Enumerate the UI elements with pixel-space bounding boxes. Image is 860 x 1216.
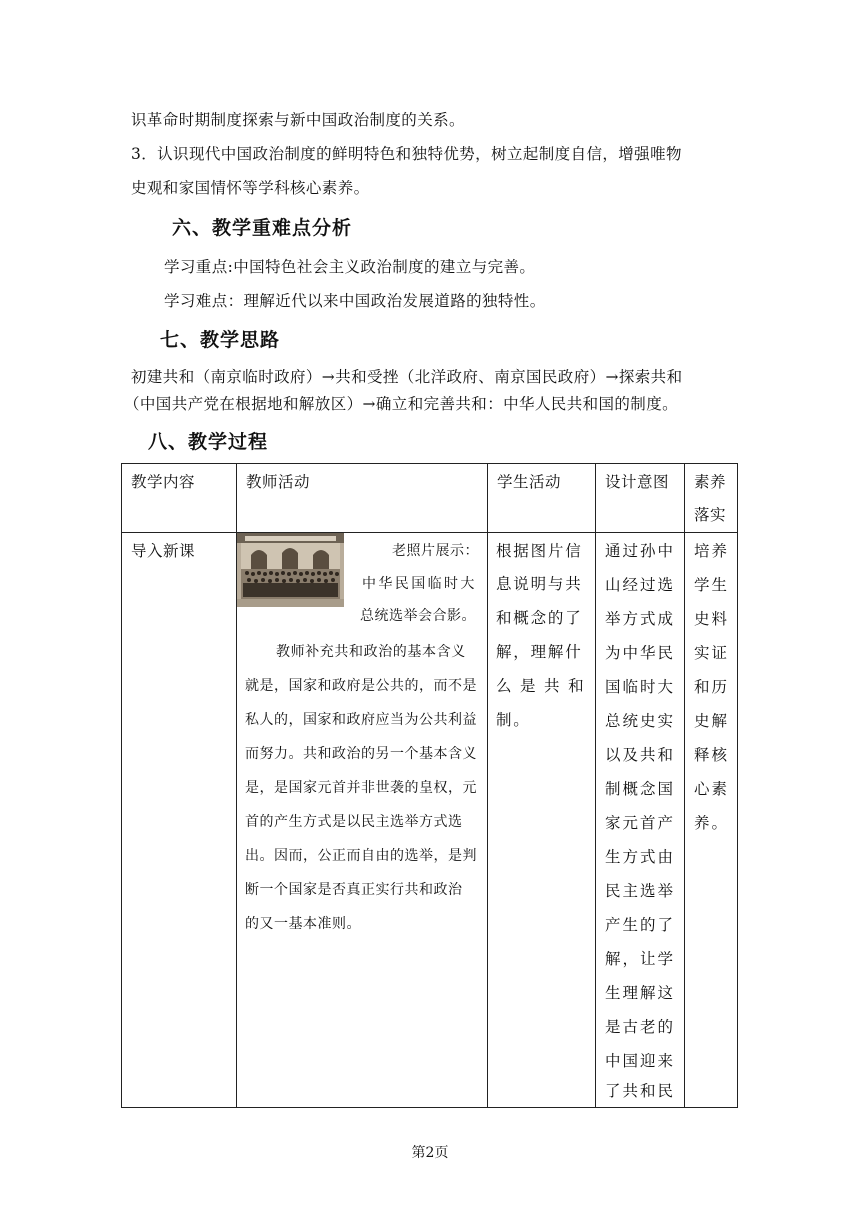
design-text-line: 解，让学 <box>605 950 676 968</box>
teacher-text-line: 私人的，国家和政府应当为公共利益 <box>245 712 477 728</box>
header-teacher: 教师活动 <box>246 473 311 491</box>
section-7-heading: 七、教学思路 <box>160 329 281 351</box>
header-content: 教学内容 <box>131 473 196 491</box>
teacher-text-line: 断一个国家是否真正实行共和政治 <box>245 882 463 898</box>
literacy-text-line: 学生 <box>694 576 730 594</box>
literacy-text-line: 实证 <box>694 644 730 662</box>
design-text-line: 家元首产 <box>605 814 676 832</box>
teacher-text-line: 出。因而，公正而自由的选举，是判 <box>245 848 477 864</box>
teacher-text-line: 是，是国家元首并非世袭的皇权，元 <box>245 780 477 796</box>
design-text-line: 民主选举 <box>605 882 676 900</box>
teacher-text-line: 就是，国家和政府是公共的，而不是 <box>245 678 477 694</box>
approach-line-1: 初建共和（南京临时政府）→共和受挫（北洋政府、南京国民政府）→探索共和 <box>131 368 683 386</box>
student-text-line: 和概念的了 <box>496 609 583 627</box>
photo-caption-line: 中华民国临时大 <box>362 576 477 592</box>
teacher-text-line: 首的产生方式是以民主选举方式选 <box>245 814 463 830</box>
difficult-point: 学习难点：理解近代以来中国政治发展道路的独特性。 <box>164 292 546 310</box>
teaching-process-table <box>121 463 738 1108</box>
teacher-text-line: 的又一基本准则。 <box>245 916 361 932</box>
design-text-line: 产生的了 <box>605 916 676 934</box>
header-literacy-2: 落实 <box>694 506 727 524</box>
key-point: 学习重点:中国特色社会主义政治制度的建立与完善。 <box>164 258 536 276</box>
student-text-line: 制。 <box>496 711 531 729</box>
design-text-line: 通过孙中 <box>605 542 676 560</box>
literacy-text-line: 史料 <box>694 610 730 628</box>
literacy-text-line: 史解 <box>694 712 730 730</box>
design-text-line: 中国迎来 <box>605 1052 676 1070</box>
design-text-line: 举方式成 <box>605 610 676 628</box>
design-text-line: 生理解这 <box>605 984 676 1002</box>
photo-caption-line: 老照片展示： <box>392 543 479 559</box>
student-text-line: 解，理解什 <box>496 643 583 661</box>
literacy-text-line: 心素 <box>694 780 730 798</box>
design-text-line: 总统史实 <box>605 712 676 730</box>
student-text-line: 根据图片信 <box>496 542 583 560</box>
page-number: 第2页 <box>411 1145 449 1161</box>
section-8-heading: 八、教学过程 <box>148 431 269 453</box>
intro-line-3: 史观和家国情怀等学科核心素养。 <box>131 179 370 197</box>
design-text-line: 以及共和 <box>605 746 676 764</box>
literacy-text-line: 养。 <box>694 814 730 832</box>
design-text-line: 生方式由 <box>605 848 676 866</box>
design-text-line: 了共和民 <box>605 1082 676 1100</box>
section-6-heading: 六、教学重难点分析 <box>172 217 353 239</box>
row-content: 导入新课 <box>131 542 196 560</box>
intro-line-2: 3．认识现代中国政治制度的鲜明特色和独特优势，树立起制度自信，增强唯物 <box>131 145 682 163</box>
design-text-line: 山经过选 <box>605 576 676 594</box>
header-design: 设计意图 <box>605 473 670 491</box>
literacy-text-line: 释核 <box>694 746 730 764</box>
student-text-line: 么 是 共 和 <box>496 677 586 695</box>
student-text-line: 息说明与共 <box>496 575 583 593</box>
literacy-text-line: 培养 <box>694 542 730 560</box>
design-text-line: 为中华民 <box>605 644 676 662</box>
teacher-text-line: 而努力。共和政治的另一个基本含义 <box>245 746 477 762</box>
header-literacy-1: 素养 <box>694 473 727 491</box>
teacher-text-line: 教师补充共和政治的基本含义 <box>276 644 466 660</box>
literacy-text-line: 和历 <box>694 678 730 696</box>
design-text-line: 国临时大 <box>605 678 676 696</box>
design-text-line: 是古老的 <box>605 1018 676 1036</box>
header-student: 学生活动 <box>497 473 562 491</box>
old-group-photo <box>237 533 344 607</box>
photo-caption-line: 总统选举会合影。 <box>360 608 476 624</box>
intro-line-1: 识革命时期制度探索与新中国政治制度的关系。 <box>131 111 465 129</box>
design-text-line: 制概念国 <box>605 780 676 798</box>
approach-line-2: （中国共产党在根据地和解放区）→确立和完善共和：中华人民共和国的制度。 <box>124 395 678 413</box>
